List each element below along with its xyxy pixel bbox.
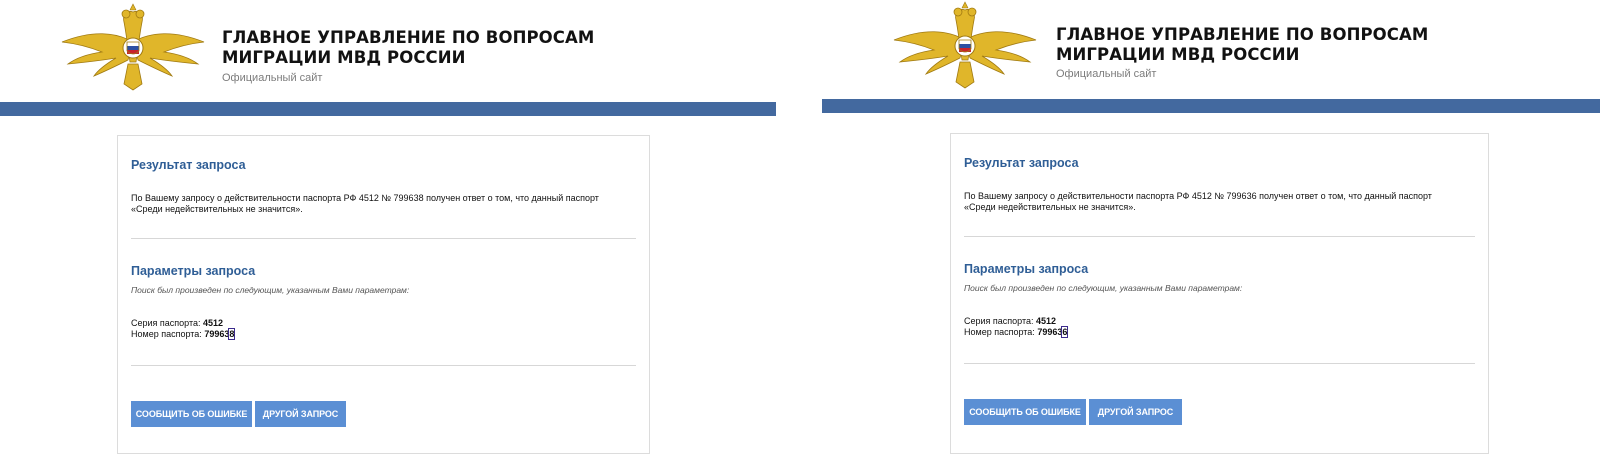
report-error-button[interactable]: СООБЩИТЬ ОБ ОШИБКЕ: [131, 401, 252, 427]
number-label: Номер паспорта:: [964, 327, 1035, 337]
series-value: 4512: [1036, 316, 1057, 326]
result-heading: Результат запроса: [131, 158, 246, 172]
agency-title-line2: МИГРАЦИИ МВД РОССИИ: [222, 48, 466, 67]
series-label: Серия паспорта:: [131, 318, 201, 328]
site-header: [0, 0, 776, 100]
divider: [964, 363, 1475, 364]
mvd-emblem-icon: [58, 2, 208, 92]
number-value-main: 79963: [204, 329, 230, 339]
series-line: [964, 316, 1056, 326]
series-label: Серия паспорта:: [964, 316, 1034, 326]
header-accent-bar: [822, 99, 1600, 113]
header-accent-bar: [0, 102, 776, 116]
site-header: [822, 0, 1600, 100]
series-line: [131, 318, 223, 328]
number-line: [964, 327, 1067, 337]
mvd-emblem-icon: [890, 0, 1040, 90]
number-value: [1037, 327, 1067, 337]
result-card: [117, 135, 650, 454]
page-panel-right: [822, 0, 1600, 469]
result-card: [950, 133, 1489, 454]
new-request-button[interactable]: ДРУГОЙ ЗАПРОС: [255, 401, 346, 427]
number-label: Номер паспорта:: [131, 329, 202, 339]
agency-title-line1: ГЛАВНОЕ УПРАВЛЕНИЕ ПО ВОПРОСАМ: [222, 28, 595, 47]
new-request-button[interactable]: ДРУГОЙ ЗАПРОС: [1089, 399, 1182, 425]
agency-title-line1: ГЛАВНОЕ УПРАВЛЕНИЕ ПО ВОПРОСАМ: [1056, 25, 1429, 44]
number-value-last-digit: 6: [1062, 327, 1068, 337]
params-heading: Параметры запроса: [964, 262, 1089, 276]
params-note: Поиск был произведен по следующим, указанным Вами параметрам:: [131, 285, 410, 295]
site-subtitle: Официальный сайт: [222, 72, 323, 84]
divider: [131, 365, 636, 366]
number-value-last-digit: 8: [229, 329, 235, 339]
report-error-button[interactable]: СООБЩИТЬ ОБ ОШИБКЕ: [964, 399, 1086, 425]
result-text: По Вашему запросу о действительности паспорта РФ 4512 № 799638 получен ответ о том, что данный паспорт «Среди недействительных не значится».: [131, 193, 599, 214]
divider: [964, 236, 1475, 237]
number-line: [131, 329, 234, 339]
agency-title: [222, 28, 594, 68]
params-note: Поиск был произведен по следующим, указанным Вами параметрам:: [964, 283, 1243, 293]
agency-title-line2: МИГРАЦИИ МВД РОССИИ: [1056, 45, 1300, 64]
number-value-main: 79963: [1037, 327, 1063, 337]
params-heading: Параметры запроса: [131, 264, 256, 278]
agency-title: [1056, 25, 1428, 65]
series-value: 4512: [203, 318, 224, 328]
page-panel-left: [0, 0, 776, 469]
result-text: По Вашему запросу о действительности паспорта РФ 4512 № 799636 получен ответ о том, что данный паспорт «Среди недействительных не значится».: [964, 191, 1432, 212]
site-subtitle: Официальный сайт: [1056, 68, 1157, 80]
result-heading: Результат запроса: [964, 156, 1079, 170]
divider: [131, 238, 636, 239]
number-value: [204, 329, 234, 339]
